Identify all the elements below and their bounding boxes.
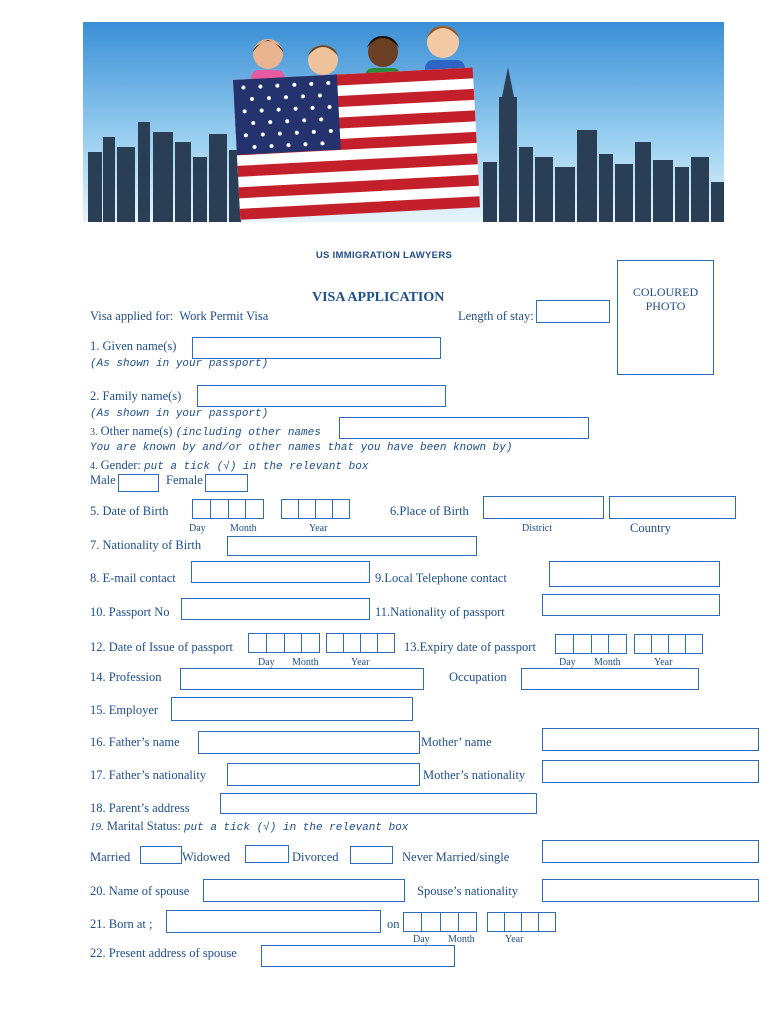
- dob-year-label: Year: [309, 523, 328, 534]
- issue-day-month-boxes[interactable]: [248, 633, 320, 653]
- issue-date-label: 12. Date of Issue of passport: [90, 640, 234, 654]
- expiry-date-label: 13.Expiry date of passport: [404, 640, 536, 654]
- profession-input[interactable]: [180, 668, 424, 690]
- given-name-note: (As shown in your passport): [90, 358, 269, 370]
- family-name-note: (As shown in your passport): [90, 408, 269, 420]
- married-label: Married: [90, 850, 131, 864]
- born-at-label: 21. Born at ;: [90, 917, 153, 931]
- profession-label: 14. Profession: [90, 670, 162, 684]
- born-at-input[interactable]: [166, 910, 381, 933]
- male-checkbox[interactable]: [118, 474, 159, 492]
- other-name-text: Other name(s): [100, 424, 173, 438]
- spouse-dob-year-boxes[interactable]: [487, 912, 556, 932]
- female-checkbox[interactable]: [205, 474, 248, 492]
- length-of-stay-input[interactable]: [536, 300, 610, 323]
- birth-country-input[interactable]: [609, 496, 736, 519]
- expiry-day-month-boxes[interactable]: [555, 634, 627, 654]
- father-nationality-input[interactable]: [227, 763, 420, 786]
- country-label: Country: [630, 521, 671, 535]
- photo-label: [617, 285, 714, 313]
- occupation-input[interactable]: [521, 668, 699, 690]
- gender-number: 4.: [90, 461, 98, 472]
- married-checkbox[interactable]: [140, 846, 182, 864]
- employer-label: 15. Employer: [90, 703, 159, 717]
- visa-applied-label: [90, 309, 268, 323]
- father-name-input[interactable]: [198, 731, 420, 754]
- never-married-input[interactable]: [542, 840, 759, 863]
- passport-no-label: 10. Passport No: [90, 605, 170, 619]
- visa-applied-text: Visa applied for:: [90, 309, 174, 323]
- given-name-input[interactable]: [192, 337, 441, 359]
- father-name-label: 16. Father’s name: [90, 735, 180, 749]
- other-name-label: [90, 424, 321, 440]
- spouse-dob-day-label: Day: [413, 934, 430, 945]
- expiry-day-label: Day: [559, 657, 576, 668]
- other-name-input[interactable]: [339, 417, 589, 439]
- marital-status-hint: put a tick (√) in the relevant box: [183, 822, 409, 834]
- issue-month-label: Month: [292, 657, 319, 668]
- spouse-nationality-label: Spouse’s nationality: [417, 884, 519, 898]
- passport-no-input[interactable]: [181, 598, 370, 620]
- dob-month-label: Month: [230, 523, 257, 534]
- email-input[interactable]: [191, 561, 370, 583]
- photo-label-line1: COLOURED: [632, 285, 699, 299]
- birth-district-input[interactable]: [483, 496, 604, 519]
- divorced-label: Divorced: [292, 850, 339, 864]
- parent-address-input[interactable]: [220, 793, 537, 814]
- dob-year-boxes[interactable]: [281, 499, 350, 519]
- issue-year-label: Year: [351, 657, 370, 668]
- female-label: Female: [166, 473, 203, 487]
- telephone-input[interactable]: [549, 561, 720, 587]
- on-label: on: [387, 917, 400, 931]
- photo-label-line2: PHOTO: [645, 299, 686, 313]
- mother-name-label: Mother’ name: [421, 735, 492, 749]
- firm-name: US IMMIGRATION LAWYERS: [315, 250, 453, 261]
- expiry-year-boxes[interactable]: [634, 634, 703, 654]
- expiry-year-label: Year: [654, 657, 673, 668]
- nationality-birth-input[interactable]: [227, 536, 477, 556]
- spouse-dob-month-label: Month: [448, 934, 475, 945]
- other-name-number: 3.: [90, 427, 98, 438]
- mother-name-input[interactable]: [542, 728, 759, 751]
- expiry-month-label: Month: [594, 657, 621, 668]
- dob-day-label: Day: [189, 523, 206, 534]
- given-name-label: 1. Given name(s): [90, 339, 177, 353]
- never-married-label: Never Married/single: [402, 850, 510, 864]
- spouse-name-input[interactable]: [203, 879, 405, 902]
- spouse-address-label: 22. Present address of spouse: [90, 946, 237, 960]
- telephone-label: 9.Local Telephone contact: [375, 571, 507, 585]
- spouse-nationality-input[interactable]: [542, 879, 759, 902]
- photo-box[interactable]: [617, 260, 714, 375]
- other-name-note: You are known by and/or other names that you have been known by): [90, 442, 513, 454]
- issue-year-boxes[interactable]: [326, 633, 395, 653]
- family-name-input[interactable]: [197, 385, 446, 407]
- family-name-label: 2. Family name(s): [90, 389, 182, 403]
- dob-label: 5. Date of Birth: [90, 504, 169, 518]
- gender-hint: put a tick (√) in the relevant box: [144, 461, 369, 473]
- marital-status-number: 19.: [90, 821, 104, 833]
- mother-nationality-label: Mother’s nationality: [423, 768, 526, 782]
- banner-image: [83, 22, 724, 222]
- district-label: District: [522, 523, 552, 534]
- gender-text: Gender:: [100, 458, 141, 472]
- length-of-stay-label: Length of stay:: [458, 309, 534, 323]
- mother-nationality-input[interactable]: [542, 760, 759, 783]
- place-of-birth-label: 6.Place of Birth: [390, 504, 469, 518]
- marital-status-label: [90, 819, 408, 835]
- widowed-label: Widowed: [182, 850, 231, 864]
- email-label: 8. E-mail contact: [90, 571, 176, 585]
- nationality-birth-label: 7. Nationality of Birth: [90, 538, 202, 552]
- passport-nationality-input[interactable]: [542, 594, 720, 616]
- dob-day-month-boxes[interactable]: [192, 499, 264, 519]
- father-nationality-label: 17. Father’s nationality: [90, 768, 207, 782]
- other-name-hint: (including other names: [175, 427, 321, 439]
- parent-address-label: 18. Parent’s address: [90, 801, 190, 815]
- occupation-label: Occupation: [449, 670, 507, 684]
- widowed-checkbox[interactable]: [245, 845, 289, 863]
- issue-day-label: Day: [258, 657, 275, 668]
- male-label: Male: [90, 473, 116, 487]
- spouse-dob-year-label: Year: [505, 934, 524, 945]
- divorced-checkbox[interactable]: [350, 846, 393, 864]
- marital-status-text: Marital Status:: [106, 819, 181, 833]
- spouse-dob-day-month-boxes[interactable]: [403, 912, 477, 932]
- visa-type: Work Permit Visa: [179, 309, 269, 323]
- spouse-name-label: 20. Name of spouse: [90, 884, 190, 898]
- passport-nationality-label: 11.Nationality of passport: [375, 605, 505, 619]
- gender-label: [90, 458, 368, 474]
- employer-input[interactable]: [171, 697, 413, 721]
- form-title: VISA APPLICATION: [312, 290, 445, 305]
- spouse-address-input[interactable]: [261, 945, 455, 967]
